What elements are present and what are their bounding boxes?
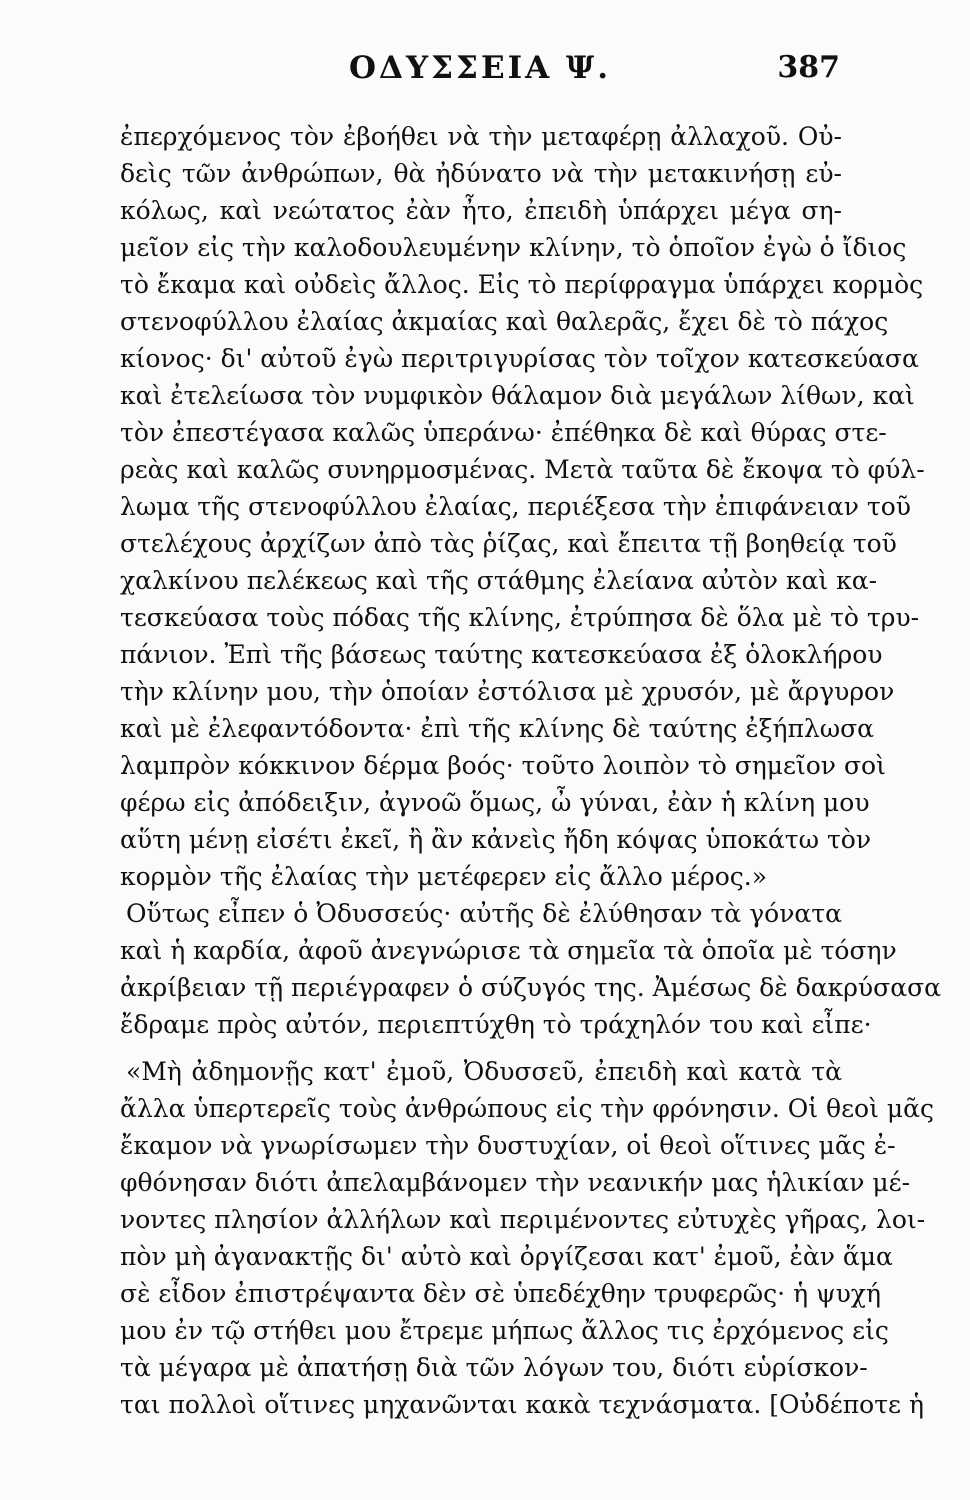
running-title: ΟΔΥΣΣΕΙΑ Ψ. [348,50,612,86]
text-line: σὲ εἶδον ἐπιστρέψαντα δὲν σὲ ὑπεδέχθην τρυφερῶς· ἡ ψυχή [120,1279,881,1308]
text-line: ἔδραμε πρὸς αὐτόν, περιεπτύχθη τὸ τράχηλόν του καὶ εἶπε· [120,1010,872,1039]
text-line: «Μὴ ἀδημονῇς κατ' ἐμοῦ, Ὀδυσσεῦ, ἐπειδὴ καὶ κατὰ τὰ [126,1057,842,1086]
text-line: ρεὰς καὶ καλῶς συνηρμοσμένας. Μετὰ ταῦτα δὲ ἔκοψα τὸ φύλ- [120,455,925,484]
text-line: κόλως, καὶ νεώτατος ἐὰν ἦτο, ἐπειδὴ ὑπάρχει μέγα ση- [120,196,842,225]
text-line: φθόνησαν διότι ἀπελαμβάνομεν τὴν νεανικήν μας ἡλικίαν μέ- [120,1168,911,1197]
text-line: χαλκίνου πελέκεως καὶ τῆς στάθμης ἐλείανα αὐτὸν καὶ κα- [120,566,878,595]
text-line: πάνιον. Ἐπὶ τῆς βάσεως ταύτης κατεσκεύασα ἐξ ὁλοκλήρου [120,640,883,669]
text-line: καὶ μὲ ἐλεφαντόδοντα· ἐπὶ τῆς κλίνης δὲ ταύτης ἐξήπλωσα [120,714,875,743]
text-line: ἔκαμον νὰ γνωρίσωμεν τὴν δυστυχίαν, οἱ θεοὶ οἵτινες μᾶς ἐ- [120,1131,896,1160]
text-line: ται πολλοὶ οἵτινες μηχανῶνται κακὰ τεχνάσματα. [Οὐδέποτε ἡ [120,1390,924,1419]
text-line: ἐπερχόμενος τὸν ἐβοήθει νὰ τὴν μεταφέρῃ ἀλλαχοῦ. Οὐ- [120,122,842,151]
text-line: στελέχους ἀρχίζων ἀπὸ τὰς ῥίζας, καὶ ἔπειτα τῇ βοηθείᾳ τοῦ [120,529,897,558]
text-line: ἀκρίβειαν τῇ περιέγραφεν ὁ σύζυγός της. Ἀμέσως δὲ δακρύσασα [120,973,942,1002]
body-text [120,118,942,1423]
paragraph [120,895,942,1043]
text-line: Οὕτως εἶπεν ὁ Ὀδυσσεύς· αὐτῆς δὲ ἐλύθησαν τὰ γόνατα [126,899,842,928]
text-line: νοντες πλησίον ἀλλήλων καὶ περιμένοντες εὐτυχὲς γῆρας, λοι- [120,1205,926,1234]
text-line: μεῖον εἰς τὴν καλοδουλευμένην κλίνην, τὸ ὁποῖον ἐγὼ ὁ ἴδιος [120,233,907,262]
page-number: 387 [777,50,840,85]
text-line: λαμπρὸν κόκκινον δέρμα βοός· τοῦτο λοιπὸν τὸ σημεῖον σοὶ [120,751,886,780]
text-line: τὰ μέγαρα μὲ ἀπατήσῃ διὰ τῶν λόγων του, διότι εὑρίσκον- [120,1353,868,1382]
text-line: αὕτη μένῃ εἰσέτι ἐκεῖ, ἢ ἂν κἀνεὶς ἤδη κόψας ὑποκάτω τὸν [120,825,872,854]
text-line: φέρω εἰς ἀπόδειξιν, ἀγνοῶ ὅμως, ὦ γύναι, ἐὰν ἡ κλίνη μου [120,788,870,817]
paragraph-gap [120,1043,842,1053]
text-line: κίονος· δι' αὐτοῦ ἐγὼ περιτριγυρίσας τὸν τοῖχον κατεσκεύασα [120,344,919,373]
text-line: ἄλλα ὑπερτερεῖς τοὺς ἀνθρώπους εἰς τὴν φρόνησιν. Οἱ θεοὶ μᾶς [120,1094,934,1123]
text-line: τεσκεύασα τοὺς πόδας τῆς κλίνης, ἐτρύπησα δὲ ὅλα μὲ τὸ τρυ- [120,603,920,632]
page-header [120,50,840,100]
text-line: καὶ ἐτελείωσα τὸν νυμφικὸν θάλαμον διὰ μεγάλων λίθων, καὶ [120,381,915,410]
text-line: κορμὸν τῆς ἐλαίας τὴν μετέφερεν εἰς ἄλλο μέρος.» [120,862,767,891]
text-line: τὴν κλίνην μου, τὴν ὁποίαν ἐστόλισα μὲ χρυσόν, μὲ ἄργυρον [120,677,895,706]
text-line: δεὶς τῶν ἀνθρώπων, θὰ ἠδύνατο νὰ τὴν μετακινήσῃ εὐ- [120,159,842,188]
paragraph [120,1053,934,1423]
text-line: καὶ ἡ καρδία, ἀφοῦ ἀνεγνώρισε τὰ σημεῖα τὰ ὁποῖα μὲ τόσην [120,936,897,965]
text-line: πὸν μὴ ἀγανακτῇς δι' αὐτὸ καὶ ὀργίζεσαι κατ' ἐμοῦ, ἐὰν ἅμα [120,1242,893,1271]
text-line: μου ἐν τῷ στήθει μου ἔτρεμε μήπως ἄλλος τις ἐρχόμενος εἰς [120,1316,889,1345]
text-line: τὸν ἐπεστέγασα καλῶς ὑπεράνω· ἐπέθηκα δὲ καὶ θύρας στε- [120,418,887,447]
text-line: τὸ ἔκαμα καὶ οὐδεὶς ἄλλος. Εἰς τὸ περίφραγμα ὑπάρχει κορμὸς [120,270,924,299]
paragraph [120,118,925,895]
text-line: στενοφύλλου ἐλαίας ἀκμαίας καὶ θαλερᾶς, ἔχει δὲ τὸ πάχος [120,307,889,336]
text-line: λωμα τῆς στενοφύλλου ἐλαίας, περιέξεσα τὴν ἐπιφάνειαν τοῦ [120,492,911,521]
